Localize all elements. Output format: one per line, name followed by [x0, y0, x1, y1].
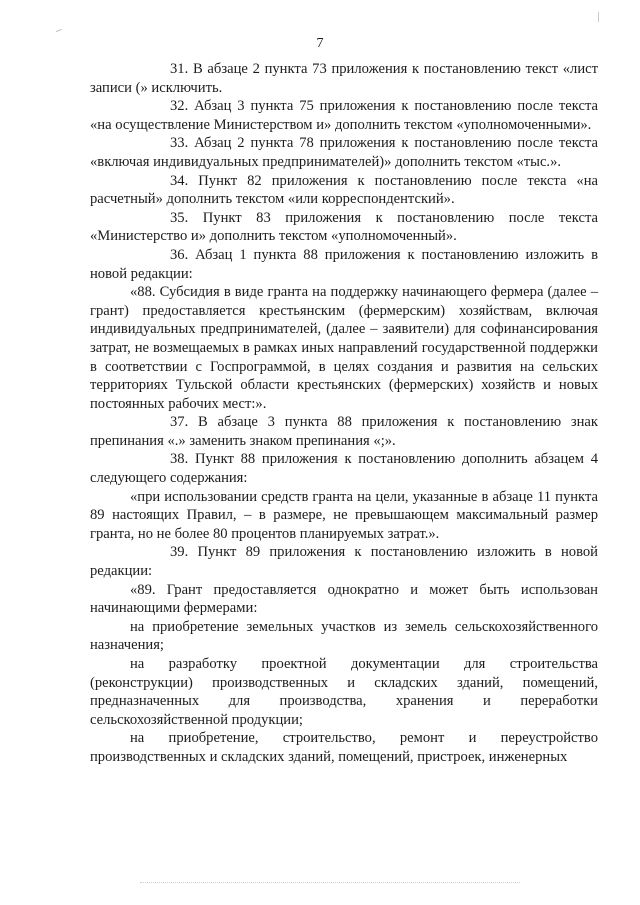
paragraph-number: 36.: [170, 246, 189, 263]
scan-artifact: [140, 882, 520, 889]
paragraph-text: Абзац 2 пункта 78 приложения к постановлению после текста «включая индивидуальных предпринимателей)» дополнить текстом «тыс.».: [90, 135, 598, 170]
paragraph-text: на приобретение, строительство, ремонт и переустройство производственных и складских зданий, помещений, пристроек, инженерных: [90, 730, 598, 765]
paragraph-34: [90, 172, 598, 209]
list-item-land: [90, 618, 598, 655]
paragraph-36: [90, 246, 598, 283]
paragraph-number: 37.: [170, 414, 189, 431]
quoted-paragraph-88: [90, 283, 598, 413]
paragraph-39: [90, 543, 598, 580]
paragraph-text: на приобретение земельных участков из земель сельскохозяйственного назначения;: [90, 618, 598, 654]
paragraph-number: 32.: [170, 98, 189, 115]
document-body: [90, 60, 598, 767]
list-item-design-docs: [90, 655, 598, 729]
paragraph-text: «88. Субсидия в виде гранта на поддержку начинающего фермера (далее – грант) предоставляется крестьянским (фермерским) хозяйствам, включая индивидуальных предпринимателей, (далее – заявители) для софинансирования затрат, не возмещаемых в рамках иных направлений государственной поддержки в соответствии с Госпрограммой, в целях создания и развития на сельских территориях Тульской области крестьянских (фермерских) хозяйств и новых постоянных рабочих мест:».: [90, 284, 598, 412]
paragraph-text: «при использовании средств гранта на цели, указанные в абзаце 11 пункта 89 настоящих Правил, – в размере, не превышающем максимальный размер гранта, но не более 80 процентов планируемых затрат.».: [90, 488, 598, 542]
quoted-paragraph-89: [90, 581, 598, 618]
paragraph-35: [90, 209, 598, 246]
paragraph-text: Пункт 83 приложения к постановлению после текста «Министерство и» дополнить текстом «уполномоченный».: [90, 209, 598, 245]
paragraph-number: 31.: [170, 61, 189, 77]
paragraph-text: на разработку проектной документации для строительства (реконструкции) производственных и складских зданий, помещений, предназначенных для производства, хранения и переработки сельскохозяйственной продукции;: [90, 656, 598, 728]
paragraph-38: [90, 450, 598, 487]
paragraph-number: 39.: [170, 544, 189, 561]
paragraph-text: Пункт 89 приложения к постановлению изложить в новой редакции:: [90, 544, 598, 580]
paragraph-text: Абзац 1 пункта 88 приложения к постановлению изложить в новой редакции:: [90, 246, 598, 282]
paragraph-31: [90, 60, 598, 97]
paragraph-number: 38.: [170, 451, 189, 468]
page-number: 7: [316, 36, 324, 51]
paragraph-37: [90, 413, 598, 450]
paragraph-number: 33.: [170, 135, 189, 152]
paragraph-32: [90, 97, 598, 134]
paragraph-number: 34.: [170, 172, 189, 189]
paragraph-number: 35.: [170, 209, 189, 226]
paragraph-text: Абзац 3 пункта 75 приложения к постановлению после текста «на осуществление Министерством и» дополнить текстом «уполномоченными».: [90, 98, 598, 133]
scan-mark: [598, 12, 601, 22]
list-item-construction: [90, 729, 598, 766]
paragraph-text: В абзаце 3 пункта 88 приложения к постановлению знак препинания «.» заменить знаком препинания «;».: [90, 414, 598, 449]
paragraph-text: Пункт 88 приложения к постановлению дополнить абзацем 4 следующего содержания:: [90, 451, 598, 487]
quoted-paragraph-88-4: [90, 488, 598, 544]
paragraph-text: Пункт 82 приложения к постановлению после текста «на расчетный» дополнить текстом «или корреспондентский».: [90, 172, 598, 208]
paragraph-text: В абзаце 2 пункта 73 приложения к постановлению текст «лист записи (» исключить.: [90, 61, 598, 96]
scan-mark: [56, 29, 62, 33]
paragraph-33: [90, 134, 598, 171]
paragraph-text: «89. Грант предоставляется однократно и может быть использован начинающими фермерами:: [90, 581, 598, 617]
